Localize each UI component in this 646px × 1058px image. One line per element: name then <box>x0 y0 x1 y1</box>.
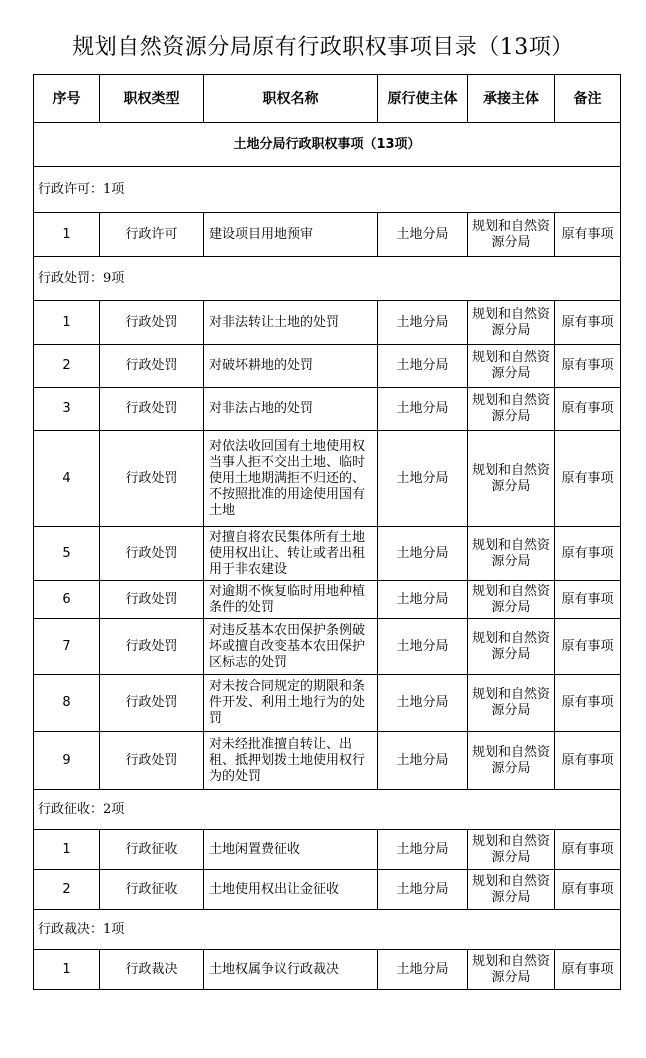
cell-name-text: 土地权属争议行政裁决 <box>209 961 340 977</box>
table-row <box>34 619 621 675</box>
table-row <box>34 732 621 790</box>
cell-receiver: 规划和自然资源分局 <box>468 950 555 990</box>
cell-name-text: 对逾期不恢复临时用地种植条件的处罚 <box>209 583 366 615</box>
cell-subject: 土地分局 <box>378 431 468 527</box>
cell-name <box>204 619 378 675</box>
header-note: 备注 <box>555 75 621 123</box>
cell-name <box>204 301 378 345</box>
group-row <box>34 257 621 301</box>
group-label: 行政许可：1项 <box>34 167 621 213</box>
cell-note: 原有事项 <box>555 527 621 581</box>
cell-name-text: 土地使用权出让金征收 <box>209 881 340 897</box>
cell-subject: 土地分局 <box>378 301 468 345</box>
cell-subject: 土地分局 <box>378 388 468 431</box>
cell-no: 1 <box>34 830 100 870</box>
cell-name-text: 对依法收回国有土地使用权当事人拒不交出土地、临时使用土地期满拒不归还的、不按照批准的用途使用国有土地 <box>209 438 366 518</box>
section-row <box>34 123 621 167</box>
cell-subject: 土地分局 <box>378 870 468 910</box>
page-title: 规划自然资源分局原有行政职权事项目录（13项） <box>72 35 574 60</box>
cell-name <box>204 527 378 581</box>
cell-type: 行政裁决 <box>100 950 204 990</box>
cell-subject: 土地分局 <box>378 581 468 619</box>
table-row <box>34 213 621 257</box>
cell-type: 行政许可 <box>100 213 204 257</box>
cell-receiver: 规划和自然资源分局 <box>468 388 555 431</box>
table-row <box>34 675 621 732</box>
cell-name <box>204 581 378 619</box>
cell-receiver: 规划和自然资源分局 <box>468 213 555 257</box>
cell-no: 8 <box>34 675 100 732</box>
table-row <box>34 388 621 431</box>
header-no: 序号 <box>34 75 100 123</box>
group-row <box>34 790 621 830</box>
cell-type: 行政处罚 <box>100 675 204 732</box>
header-name: 职权名称 <box>204 75 378 123</box>
table-row <box>34 345 621 388</box>
cell-no: 7 <box>34 619 100 675</box>
cell-receiver: 规划和自然资源分局 <box>468 619 555 675</box>
cell-note: 原有事项 <box>555 732 621 790</box>
cell-note: 原有事项 <box>555 581 621 619</box>
cell-name-text: 对违反基本农田保护条例破坏或擅自改变基本农田保护区标志的处罚 <box>209 622 366 670</box>
cell-type: 行政处罚 <box>100 345 204 388</box>
cell-name-text: 对破坏耕地的处罚 <box>209 358 314 373</box>
cell-name <box>204 388 378 431</box>
group-row <box>34 910 621 950</box>
cell-no: 3 <box>34 388 100 431</box>
header-receiver: 承接主体 <box>468 75 555 123</box>
cell-subject: 土地分局 <box>378 527 468 581</box>
cell-note: 原有事项 <box>555 431 621 527</box>
cell-name-text: 建设项目用地预审 <box>209 226 314 242</box>
cell-no: 1 <box>34 950 100 990</box>
cell-name <box>204 950 378 990</box>
cell-type: 行政征收 <box>100 830 204 870</box>
authority-table <box>33 74 621 990</box>
cell-subject: 土地分局 <box>378 213 468 257</box>
table-body <box>34 75 621 990</box>
table-row <box>34 870 621 910</box>
cell-type: 行政处罚 <box>100 527 204 581</box>
cell-receiver: 规划和自然资源分局 <box>468 431 555 527</box>
cell-no: 1 <box>34 213 100 257</box>
table-row <box>34 830 621 870</box>
cell-subject: 土地分局 <box>378 675 468 732</box>
cell-receiver: 规划和自然资源分局 <box>468 301 555 345</box>
cell-name <box>204 431 378 527</box>
cell-type: 行政处罚 <box>100 732 204 790</box>
cell-note: 原有事项 <box>555 950 621 990</box>
cell-receiver: 规划和自然资源分局 <box>468 527 555 581</box>
cell-no: 9 <box>34 732 100 790</box>
cell-note: 原有事项 <box>555 388 621 431</box>
cell-note: 原有事项 <box>555 345 621 388</box>
cell-type: 行政征收 <box>100 870 204 910</box>
cell-receiver: 规划和自然资源分局 <box>468 830 555 870</box>
cell-note: 原有事项 <box>555 301 621 345</box>
cell-name-text: 对未经批准擅自转让、出租、抵押划拨土地使用权行为的处罚 <box>209 736 366 784</box>
cell-name <box>204 675 378 732</box>
cell-subject: 土地分局 <box>378 619 468 675</box>
cell-type: 行政处罚 <box>100 619 204 675</box>
cell-note: 原有事项 <box>555 213 621 257</box>
table-header-row <box>34 75 621 123</box>
cell-receiver: 规划和自然资源分局 <box>468 345 555 388</box>
cell-name-text: 土地闲置费征收 <box>209 841 301 857</box>
cell-subject: 土地分局 <box>378 732 468 790</box>
cell-no: 2 <box>34 870 100 910</box>
cell-no: 1 <box>34 301 100 345</box>
cell-subject: 土地分局 <box>378 950 468 990</box>
cell-receiver: 规划和自然资源分局 <box>468 675 555 732</box>
cell-note: 原有事项 <box>555 830 621 870</box>
cell-name-text: 对非法转让土地的处罚 <box>209 314 340 330</box>
cell-subject: 土地分局 <box>378 345 468 388</box>
cell-receiver: 规划和自然资源分局 <box>468 870 555 910</box>
cell-no: 6 <box>34 581 100 619</box>
cell-type: 行政处罚 <box>100 581 204 619</box>
group-label: 行政处罚：9项 <box>34 257 621 301</box>
cell-type: 行政处罚 <box>100 388 204 431</box>
group-label: 行政征收：2项 <box>34 790 621 830</box>
group-label: 行政裁决：1项 <box>34 910 621 950</box>
section-title: 土地分局行政职权事项（13项） <box>34 123 621 167</box>
cell-name <box>204 870 378 910</box>
table-row <box>34 431 621 527</box>
cell-name-text: 对擅自将农民集体所有土地使用权出让、转让或者出租用于非农建设 <box>209 529 366 577</box>
table-row <box>34 581 621 619</box>
cell-name <box>204 732 378 790</box>
cell-type: 行政处罚 <box>100 431 204 527</box>
group-row <box>34 167 621 213</box>
cell-no: 5 <box>34 527 100 581</box>
cell-name <box>204 345 378 388</box>
cell-no: 4 <box>34 431 100 527</box>
cell-note: 原有事项 <box>555 675 621 732</box>
cell-name <box>204 830 378 870</box>
cell-name <box>204 213 378 257</box>
cell-note: 原有事项 <box>555 870 621 910</box>
table-row <box>34 301 621 345</box>
cell-note: 原有事项 <box>555 619 621 675</box>
table-row <box>34 950 621 990</box>
table-row <box>34 527 621 581</box>
cell-receiver: 规划和自然资源分局 <box>468 732 555 790</box>
cell-receiver: 规划和自然资源分局 <box>468 581 555 619</box>
cell-name-text: 对未按合同规定的期限和条件开发、利用土地行为的处罚 <box>209 679 366 726</box>
cell-type: 行政处罚 <box>100 301 204 345</box>
header-subject: 原行使主体 <box>378 75 468 123</box>
header-type: 职权类型 <box>100 75 204 123</box>
cell-no: 2 <box>34 345 100 388</box>
cell-subject: 土地分局 <box>378 830 468 870</box>
cell-name-text: 对非法占地的处罚 <box>209 401 314 416</box>
